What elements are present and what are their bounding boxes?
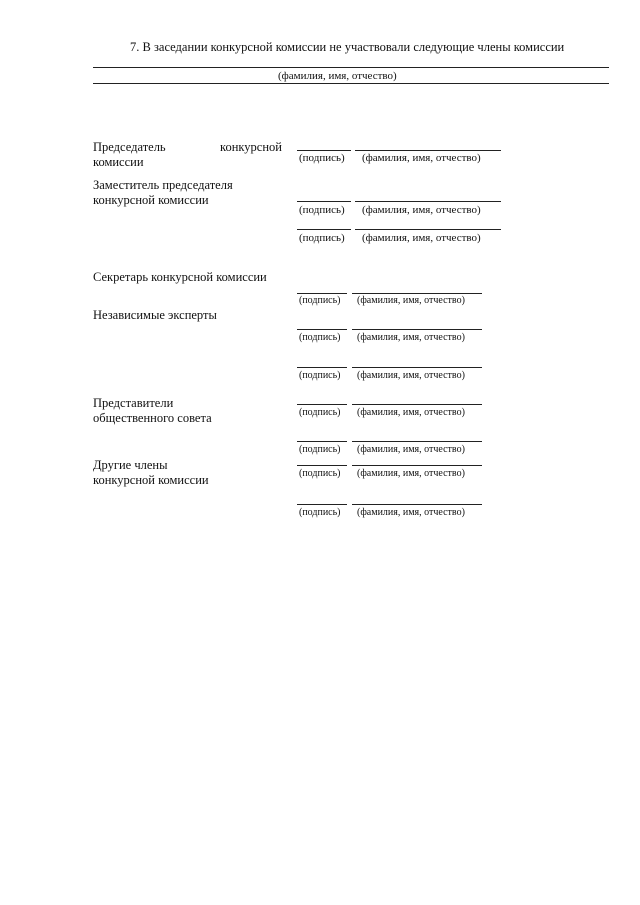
deputy2-name-line xyxy=(355,229,501,230)
expert2-signature-line xyxy=(297,367,347,368)
other2-name-line xyxy=(352,504,482,505)
expert1-name-line xyxy=(352,329,482,330)
chair-label-line2: комиссии xyxy=(93,155,144,169)
experts-label: Независимые эксперты xyxy=(93,308,217,322)
public1-signature-caption: (подпись) xyxy=(299,407,341,418)
public1-name-line xyxy=(352,404,482,405)
other2-signature-line xyxy=(297,504,347,505)
deputy-name-line xyxy=(355,201,501,202)
secretary-signature-line xyxy=(297,293,347,294)
other1-name-line xyxy=(352,465,482,466)
expert2-name-line xyxy=(352,367,482,368)
absent-members-caption: (фамилия, имя, отчество) xyxy=(278,70,397,82)
deputy-signature-caption: (подпись) xyxy=(299,204,345,216)
expert1-signature-caption: (подпись) xyxy=(299,332,341,343)
expert1-name-caption: (фамилия, имя, отчество) xyxy=(357,332,465,343)
absent-members-line xyxy=(93,67,609,68)
public-label-line2: общественного совета xyxy=(93,411,212,425)
other2-name-caption: (фамилия, имя, отчество) xyxy=(357,507,465,518)
other1-signature-line xyxy=(297,465,347,466)
secretary-name-caption: (фамилия, имя, отчество) xyxy=(357,295,465,306)
public2-signature-caption: (подпись) xyxy=(299,444,341,455)
other1-name-caption: (фамилия, имя, отчество) xyxy=(357,468,465,479)
public2-signature-line xyxy=(297,441,347,442)
others-label-line1: Другие члены xyxy=(93,458,168,472)
chair-label-word2: конкурсной xyxy=(220,140,282,154)
secretary-signature-caption: (подпись) xyxy=(299,295,341,306)
absent-members-line-2 xyxy=(93,83,609,84)
deputy-label-line2: конкурсной комиссии xyxy=(93,193,209,207)
deputy2-name-caption: (фамилия, имя, отчество) xyxy=(362,232,481,244)
chair-label-line1: Председатель xyxy=(93,140,166,154)
secretary-label: Секретарь конкурсной комиссии xyxy=(93,270,267,284)
public1-signature-line xyxy=(297,404,347,405)
deputy-name-caption: (фамилия, имя, отчество) xyxy=(362,204,481,216)
chair-name-caption: (фамилия, имя, отчество) xyxy=(362,152,481,164)
public-label-line1: Представители xyxy=(93,396,174,410)
other1-signature-caption: (подпись) xyxy=(299,468,341,479)
chair-signature-line xyxy=(297,150,351,151)
chair-signature-caption: (подпись) xyxy=(299,152,345,164)
section-7-heading: 7. В заседании конкурсной комиссии не участвовали следующие члены комиссии xyxy=(130,40,565,54)
public2-name-caption: (фамилия, имя, отчество) xyxy=(357,444,465,455)
other2-signature-caption: (подпись) xyxy=(299,507,341,518)
public1-name-caption: (фамилия, имя, отчество) xyxy=(357,407,465,418)
public2-name-line xyxy=(352,441,482,442)
chair-name-line xyxy=(355,150,501,151)
expert1-signature-line xyxy=(297,329,347,330)
deputy2-signature-caption: (подпись) xyxy=(299,232,345,244)
expert2-name-caption: (фамилия, имя, отчество) xyxy=(357,370,465,381)
secretary-name-line xyxy=(352,293,482,294)
deputy-signature-line xyxy=(297,201,351,202)
deputy-label-line1: Заместитель председателя xyxy=(93,178,233,192)
deputy2-signature-line xyxy=(297,229,351,230)
others-label-line2: конкурсной комиссии xyxy=(93,473,209,487)
expert2-signature-caption: (подпись) xyxy=(299,370,341,381)
